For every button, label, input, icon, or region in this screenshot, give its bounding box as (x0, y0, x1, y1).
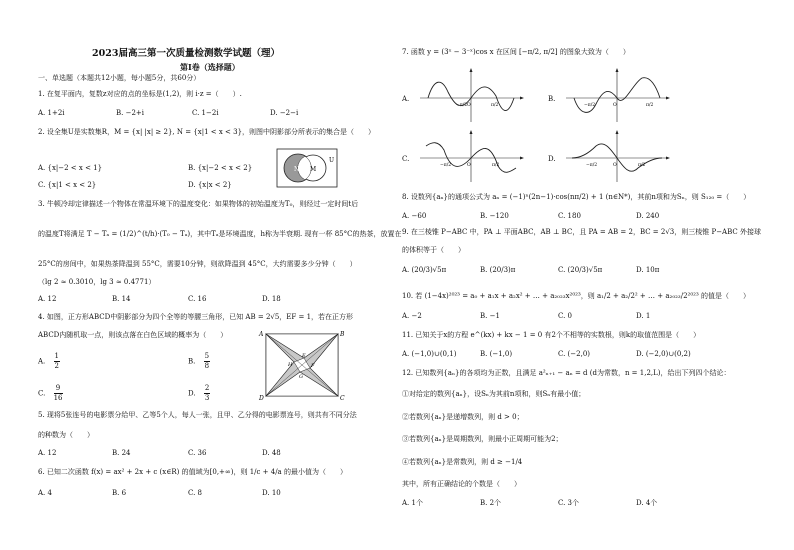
question-5-line-2: 的种数为（ ） (38, 431, 94, 439)
question-3-line-3: 25°C的房间中，如果热茶降温到 55°C，需要10分钟，则欲降温到 45°C，大约需要多少分钟（ ） (38, 260, 357, 268)
q12-statement-4: ④若数列{aₙ}是常数列，则 d ≥ −1/4 (402, 458, 523, 466)
question-3-line-2: 的温度T将满足 T − Tₐ = (1/2)^(t/h)·(T₀ − Tₐ)，其中Tₐ是环境温度，h称为半衰期. 现有一杯 85°C的热茶，放置在 (38, 230, 402, 238)
question-5-line-1: 5. 现将5张连号的电影票分给甲、乙等5个人，每人一张，且甲、乙分得的电影票连号，则共有不同分法 (38, 411, 357, 419)
q8-option-c: C. 180 (558, 212, 581, 220)
q6-option-b: B. 6 (112, 489, 127, 497)
q1-option-d: D. −2−i (270, 109, 299, 117)
venn-label-u: U (329, 157, 335, 164)
q12-statement-1: ①对给定的数列{aₙ}，设Sₙ为其前n项和，则Sₙ有最小值； (402, 390, 586, 398)
q5-option-a: A. 12 (38, 449, 57, 457)
q4-option-b: B. $\frac{5}{8}$ (188, 352, 210, 370)
q10-option-a: A. −2 (402, 312, 422, 320)
svg-text:−π/2: −π/2 (440, 163, 452, 168)
q7-graph-c (416, 128, 526, 184)
svg-text:π/2: π/2 (492, 163, 500, 168)
q10-option-d: D. 1 (636, 312, 651, 320)
q2-option-d: D. {x|x < 2} (188, 181, 232, 189)
q11-option-d: D. (−2,0)∪(0,2) (636, 350, 691, 358)
svg-text:O: O (613, 163, 617, 168)
venn-diagram (276, 148, 338, 188)
question-12: 12. 已知数列{aₙ}的各项均为正数，且满足 a²ₙ₊₁ − aₙ = d (d为常数，n = 1,2,L)，给出下列四个结论： (402, 369, 731, 377)
q8-option-b: B. −120 (480, 212, 509, 220)
q10-option-b: B. −1 (480, 312, 500, 320)
q7-graph-b (562, 66, 672, 124)
q12-option-c: C. 3个 (558, 499, 580, 507)
q3-option-b: B. 14 (112, 295, 131, 303)
question-10: 10. 若 (1−4x)²⁰²³ = a₀ + a₁x + a₂x² + … + a₂₀₂₃x²⁰²³，则 a₁/2 + a₂/2² + … + a₂₀₂₃/2²⁰²³ 的值是（ ） (402, 292, 750, 300)
question-11: 11. 已知关于x的方程 e^(kx) + kx − 1 = 0 有2个不相等的实数根，则k的取值范围是（ ） (402, 331, 701, 339)
venn-label-n: N (294, 166, 300, 173)
svg-text:−π/2: −π/2 (586, 163, 598, 168)
q7-option-c: C. (402, 155, 410, 163)
question-3-line-4: （lg 2 ≈ 0.3010，lg 3 ≈ 0.4771） (38, 278, 156, 286)
q2-option-a: A. {x|−2 < x < 1} (38, 164, 103, 172)
q4-option-d: D. $\frac{2}{3}$ (188, 384, 210, 402)
q2-option-c: C. {x|1 < x < 2} (38, 181, 97, 189)
fig-label-g: G (299, 374, 303, 380)
page-title: 2023届高三第一次质量检测数学试题（理） (92, 48, 280, 59)
q6-option-a: A. 4 (38, 489, 52, 497)
q11-option-c: C. (−2,0) (558, 350, 591, 358)
q11-option-a: A. (−1,0)∪(0,1) (402, 350, 457, 358)
svg-text:−π/2: −π/2 (584, 103, 596, 108)
q12-option-a: A. 1个 (402, 499, 423, 507)
q4-option-c: C. $\frac{9}{16}$ (38, 384, 63, 402)
q9-option-c: C. (20/3)√5π (558, 266, 603, 274)
question-4-line-2: ABCD内随机取一点，则该点落在白色区域的概率为（ ） (38, 331, 228, 339)
question-7: 7. 函数 y = (3ˣ − 3⁻ˣ)cos x 在区间 [−π/2, π/2] 的图象大致为（ ） (402, 48, 630, 56)
q12-prompt: 其中，所有正确结论的个数是（ ） (402, 480, 521, 488)
q5-option-c: C. 36 (188, 449, 207, 457)
fig-label-h: H (288, 362, 293, 368)
q12-option-b: B. 2个 (480, 499, 502, 507)
question-6: 6. 已知二次函数 f(x) = ax² + 2x + c (x∈R) 的值域为[0,+∞)，则 1/c + 4/a 的最小值为（ ） (38, 468, 347, 476)
q9-option-b: B. (20/3)π (480, 266, 516, 274)
page-subtitle: 第Ⅰ卷（选择题） (180, 62, 240, 72)
question-3-line-1: 3. 牛顿冷却定律描述一个物体在常温环境下的温度变化：如果物体的初始温度为T₀，则经过一定时间t后 (38, 200, 359, 208)
q4-option-a: A. $\frac{1}{2}$ (38, 352, 59, 370)
question-1: 1. 在复平面内，复数z对应的点的坐标是(1,2)，则 i·z =（ ）. (38, 90, 242, 98)
fig-label-f: F (311, 363, 315, 369)
q3-option-c: C. 16 (188, 295, 207, 303)
q3-option-d: D. 18 (262, 295, 281, 303)
fig-label-d: D (259, 395, 264, 402)
svg-text:O: O (467, 163, 471, 168)
question-2: 2. 设全集U是实数集R，M = {x| |x| ≥ 2}, N = {x|1 < x < 3}，则图中阴影部分所表示的集合是（ ） (38, 128, 376, 136)
q6-option-c: C. 8 (188, 489, 203, 497)
venn-label-m: M (310, 166, 317, 173)
question-4-line-1: 4. 如图，正方形ABCD中阴影部分为四个全等的等腰三角形，已知 AB = 2√5，EF = 1，若在正方形 (38, 313, 354, 321)
q12-statement-3: ③若数列{aₙ}是周期数列，则最小正周期可能为2； (402, 435, 563, 443)
svg-text:−π/2: −π/2 (456, 103, 468, 108)
q8-option-d: D. 240 (636, 212, 660, 220)
q7-option-d: D. (548, 155, 556, 163)
fig-label-b: B (340, 331, 345, 338)
q9-option-d: D. 10π (636, 266, 660, 274)
q7-option-b: B. (548, 95, 556, 103)
square-figure (258, 328, 346, 402)
svg-text:π/2: π/2 (646, 103, 654, 108)
q11-option-b: B. (−1,0) (480, 350, 513, 358)
q1-option-a: A. 1+2i (38, 109, 65, 117)
q12-statement-2: ②若数列{aₙ}是递增数列，则 d > 0； (402, 413, 524, 421)
svg-text:O: O (613, 103, 617, 108)
fig-label-c: C (340, 395, 345, 402)
q12-option-d: D. 4个 (636, 499, 658, 507)
fig-label-e: E (302, 353, 306, 359)
q8-option-a: A. −60 (402, 212, 427, 220)
svg-text:O: O (467, 103, 471, 108)
question-9-line-1: 9. 在三棱锥 P−ABC 中，PA ⊥ 平面ABC，AB ⊥ BC，且 PA = AB = 2，BC = 2√3，则三棱锥 P−ABC 外接球 (402, 228, 761, 236)
fig-label-a: A (259, 331, 264, 338)
q7-graph-d (562, 128, 672, 184)
question-8: 8. 设数列{aₙ}的通项公式为 aₙ = (−1)ⁿ(2n−1)·cos(nπ/2) + 1 (n∈N*)，其前n项和为Sₙ，则 S₁₂₀ =（ ） (402, 193, 751, 201)
q9-option-a: A. (20/3)√5π (402, 266, 447, 274)
q3-option-a: A. 12 (38, 295, 57, 303)
question-9-line-2: 的体积等于（ ） (402, 246, 465, 254)
q5-option-b: B. 24 (112, 449, 131, 457)
q1-option-c: C. 1−2i (192, 109, 219, 117)
svg-text:π/2: π/2 (638, 163, 646, 168)
section-heading: 一、单选题（本题共12小题，每小题5分，共60分） (38, 74, 201, 82)
svg-text:π/2: π/2 (491, 103, 499, 108)
q7-option-a: A. (402, 95, 410, 103)
q7-graph-a (416, 66, 526, 124)
q5-option-d: D. 48 (262, 449, 281, 457)
q6-option-d: D. 10 (262, 489, 281, 497)
q10-option-c: C. 0 (558, 312, 573, 320)
q2-option-b: B. {x|−2 < x < 2} (188, 164, 253, 172)
q1-option-b: B. −2+i (116, 109, 145, 117)
